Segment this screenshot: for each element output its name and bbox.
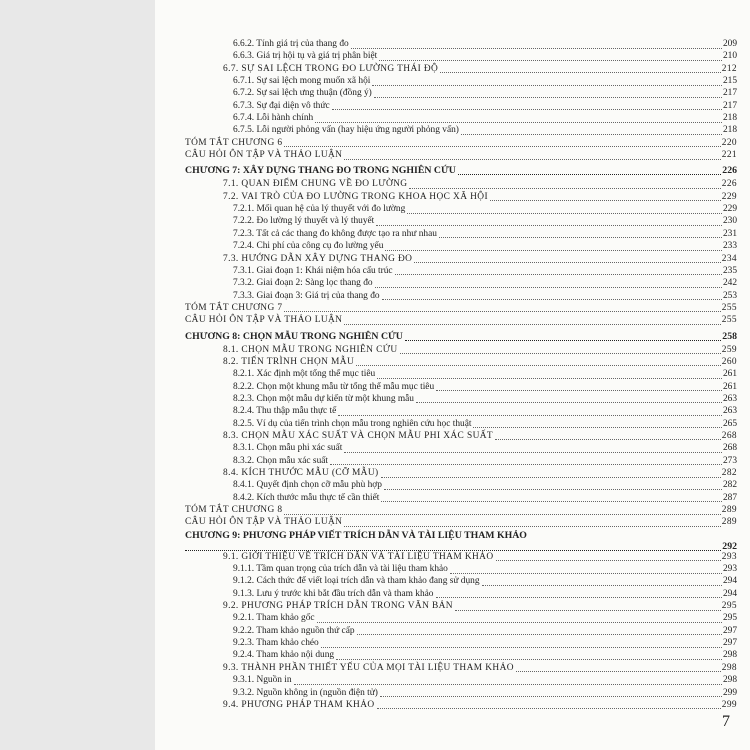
toc-entry-title: 7.2.2. Đo lường lý thuyết và lý thuyết: [233, 216, 375, 227]
toc-entry-title: 7.3.3. Giai đoạn 3: Giá trị của thang đo: [233, 290, 380, 301]
toc-page-number: 265: [722, 418, 737, 429]
toc-page-number: 298: [722, 650, 737, 661]
toc-page-number: 229: [722, 204, 737, 215]
dot-leader: [407, 213, 722, 214]
toc-page-number: 209: [722, 39, 737, 49]
toc-row: [185, 203, 737, 215]
toc-entry-title: 9.2.4. Tham khảo nội dung: [233, 650, 335, 661]
toc-page-number: 289: [721, 505, 737, 516]
toc-page-number: 298: [721, 662, 737, 673]
toc-row: [185, 381, 737, 393]
toc-entry-title: TÓM TẮT CHƯƠNG 8: [185, 505, 283, 516]
toc-row: [185, 356, 737, 368]
toc-entry-title: 8.4.1. Quyết định chọn cỡ mẫu phù hợp: [233, 480, 382, 491]
toc-entry-title: 8.3. CHỌN MẪU XÁC SUẤT VÀ CHỌN MẪU PHI XÁC SUẤT: [223, 430, 494, 441]
toc-entry-title: 9.3. THÀNH PHẦN THIẾT YẾU CỦA MỌI TÀI LIỆU THAM KHẢO: [223, 662, 514, 673]
toc-page-number: 226: [722, 165, 737, 177]
toc-page-number: 294: [722, 588, 737, 599]
toc-row: [185, 178, 737, 190]
dot-leader: [400, 353, 721, 354]
toc-row: [185, 674, 737, 686]
dot-leader: [450, 573, 722, 574]
toc-entry-title: 9.1. GIỚI THIỆU VỀ TRÍCH DẪN VÀ TÀI LIỆU THAM KHẢO: [223, 551, 494, 562]
toc-page-number: 299: [722, 687, 737, 698]
toc-page-number: 273: [722, 455, 737, 466]
dot-leader: [357, 634, 722, 635]
toc-chapter-row: [185, 164, 737, 178]
toc-entry-title: 7.2.1. Mối quan hệ của lý thuyết với đo lường: [233, 204, 406, 215]
toc-entry-title: 8.2.3. Chọn một mẫu dự kiến từ một khung mẫu: [233, 393, 414, 404]
dot-leader: [381, 501, 722, 502]
dot-leader: [385, 250, 722, 251]
toc-page-number: 234: [721, 253, 737, 264]
toc-page-number: 258: [722, 330, 737, 342]
toc-entry-title: 6.7.2. Sự sai lệch ưng thuận (đồng ý): [233, 88, 372, 99]
toc-row: [185, 637, 737, 649]
page-number: 7: [722, 713, 730, 730]
toc-page-number: 230: [722, 216, 737, 227]
toc-entry-title: 7.2.4. Chi phí của công cụ đo lường yếu: [233, 241, 384, 252]
dot-leader: [284, 311, 721, 312]
dot-leader: [482, 585, 722, 586]
dot-leader: [516, 671, 721, 672]
toc-row: [185, 63, 737, 75]
toc-entry-title: 9.2.3. Tham khảo chéo: [233, 638, 319, 649]
toc-page-number: 297: [722, 625, 737, 636]
toc-row: [185, 430, 737, 442]
dot-leader: [315, 122, 722, 123]
toc-row: [185, 100, 737, 112]
dot-leader: [384, 489, 722, 490]
toc-page-number: 292: [722, 540, 737, 552]
toc-entry-title: CÂU HỎI ÔN TẬP VÀ THẢO LUẬN: [185, 315, 343, 326]
dot-leader: [395, 274, 722, 275]
dot-leader: [351, 48, 722, 49]
toc-row: [185, 277, 737, 289]
toc-row: [185, 265, 737, 277]
toc-page-number: 217: [722, 88, 737, 99]
toc-row: [185, 563, 737, 575]
toc-entry-title: 8.3.2. Chọn mẫu xác suất: [233, 455, 329, 466]
dot-leader: [377, 708, 721, 709]
toc-entry-title: 8.4. KÍCH THƯỚC MẪU (CỠ MẪU): [223, 468, 379, 478]
toc-row: [185, 588, 737, 600]
toc-entry-title: 7.1. QUAN ĐIỂM CHUNG VỀ ĐO LƯỜNG: [223, 179, 408, 190]
dot-leader: [409, 188, 721, 189]
toc-row: [185, 418, 737, 430]
dot-leader: [490, 200, 721, 201]
toc-row: [185, 687, 737, 699]
toc-row: [185, 625, 737, 637]
toc-entry-title: 7.2. VAI TRÒ CỦA ĐO LƯỜNG TRONG KHOA HỌC XÃ HỘI: [223, 191, 488, 202]
toc-entry-title: 7.3.1. Giai đoạn 1: Khái niệm hóa cấu trúc: [233, 265, 393, 276]
toc-page-number: 215: [722, 76, 737, 87]
dot-leader: [381, 477, 721, 478]
dot-leader: [356, 365, 721, 366]
toc-page-number: 217: [722, 100, 737, 111]
toc-entry-title: 8.4.2. Kích thước mẫu thực tế cần thiết: [233, 492, 380, 503]
toc-page-number: 226: [721, 179, 737, 190]
toc-page-number: 293: [722, 564, 737, 575]
dot-leader: [332, 109, 722, 110]
toc-entry-title: 8.1. CHỌN MẪU TRONG NGHIÊN CỨU: [223, 344, 398, 355]
dot-leader: [436, 597, 722, 598]
toc-row: [185, 612, 737, 624]
toc-row: [185, 137, 737, 149]
toc-row: [185, 240, 737, 252]
toc-page-number: 261: [722, 381, 737, 392]
toc-entry-title: 6.7.3. Sự đại diện vô thức: [233, 100, 330, 111]
dot-leader: [321, 647, 722, 648]
toc-page-number: 220: [721, 137, 737, 148]
toc-row: [185, 479, 737, 491]
toc-row: [185, 699, 737, 711]
toc-row: [185, 314, 737, 326]
toc-entry-title: 9.1.3. Lưu ý trước khi bắt đầu trích dẫn và tham khảo: [233, 588, 434, 599]
toc-page-number: 235: [722, 265, 737, 276]
toc-entry-title: TÓM TẮT CHƯƠNG 6: [185, 137, 283, 148]
dot-leader: [344, 452, 722, 453]
toc-entry-title: CHƯƠNG 9: PHƯƠNG PHÁP VIẾT TRÍCH DẪN VÀ TÀI LIỆU THAM KHẢO: [185, 529, 527, 541]
toc-row: [185, 302, 737, 314]
toc-page-number: 293: [721, 551, 737, 562]
toc-entry-title: 9.1.1. Tầm quan trọng của trích dẫn và tài liệu tham khảo: [233, 564, 448, 575]
toc-entry-title: CÂU HỎI ÔN TẬP VÀ THẢO LUẬN: [185, 517, 343, 528]
toc-chapter-row: [185, 330, 737, 344]
toc-row: [185, 290, 737, 302]
toc-row: [185, 516, 737, 528]
dot-leader: [284, 514, 721, 515]
table-of-contents: [185, 38, 737, 711]
toc-row: [185, 112, 737, 124]
dot-leader: [375, 287, 722, 288]
toc-page-number: 297: [722, 638, 737, 649]
toc-row: [185, 492, 737, 504]
toc-row: [185, 368, 737, 380]
dot-leader: [338, 415, 722, 416]
toc-row: [185, 455, 737, 467]
toc-entry-title: 6.6.2. Tính giá trị của thang đo: [233, 39, 349, 49]
dot-leader: [414, 262, 721, 263]
toc-entry-title: 9.4. PHƯƠNG PHÁP THAM KHẢO: [223, 699, 375, 710]
toc-page-number: 263: [722, 393, 737, 404]
toc-page-number: 255: [721, 302, 737, 313]
toc-page-number: 263: [722, 406, 737, 417]
toc-entry-title: 6.7.4. Lỗi hành chính: [233, 113, 314, 124]
toc-page-number: 289: [721, 517, 737, 528]
dot-leader: [377, 378, 722, 379]
dot-leader: [380, 696, 722, 697]
toc-page-number: 218: [722, 125, 737, 136]
toc-entry-title: 9.3.1. Nguồn in: [233, 675, 292, 686]
toc-entry-title: 6.7.5. Lỗi người phỏng vấn (hay hiệu ứng người phỏng vấn): [233, 125, 459, 136]
toc-page-number: 259: [721, 344, 737, 355]
toc-row: [185, 575, 737, 587]
toc-row: [185, 253, 737, 265]
toc-entry-title: CHƯƠNG 8: CHỌN MẪU TRONG NGHIÊN CỨU: [185, 330, 403, 342]
toc-entry-title: 9.2. PHƯƠNG PHÁP TRÍCH DẪN TRONG VĂN BẢN: [223, 601, 453, 612]
toc-page-number: 294: [722, 576, 737, 587]
toc-entry-title: TÓM TẮT CHƯƠNG 7: [185, 302, 283, 313]
dot-leader: [440, 72, 721, 73]
toc-row: [185, 149, 737, 161]
toc-row: [185, 75, 737, 87]
toc-row: [185, 662, 737, 674]
dot-leader: [382, 299, 722, 300]
toc-entry-title: 9.2.1. Tham khảo gốc: [233, 613, 315, 624]
toc-page-number: 287: [722, 492, 737, 503]
toc-page-number: 298: [722, 675, 737, 686]
toc-row: [185, 442, 737, 454]
toc-page-number: 268: [721, 430, 737, 441]
toc-page-number: 295: [722, 613, 737, 624]
dot-leader: [439, 237, 722, 238]
dot-leader: [496, 560, 721, 561]
toc-entry-title: 8.2.5. Ví dụ của tiến trình chọn mẫu trong nghiên cứu học thuật: [233, 418, 472, 429]
toc-row: [185, 124, 737, 136]
toc-page-number: 282: [721, 468, 737, 478]
dot-leader: [458, 174, 721, 175]
toc-page-number: 233: [722, 241, 737, 252]
toc-row: [185, 38, 737, 50]
toc-entry-title: 8.2.2. Chọn một khung mẫu từ tổng thể mẫu mục tiêu: [233, 381, 435, 392]
toc-page-number: 260: [721, 356, 737, 367]
dot-leader: [294, 684, 722, 685]
toc-entry-title: 8.2.4. Thu thập mẫu thực tế: [233, 406, 337, 417]
toc-row: [185, 191, 737, 203]
toc-page-number: 295: [721, 601, 737, 612]
dot-leader: [461, 134, 722, 135]
dot-leader: [405, 340, 721, 341]
toc-row: [185, 215, 737, 227]
toc-row: [185, 393, 737, 405]
toc-row: [185, 467, 737, 479]
toc-entry-title: 7.2.3. Tất cả các thang đo không được tạo ra như nhau: [233, 228, 437, 239]
toc-row: [185, 649, 737, 661]
toc-row: [185, 551, 737, 563]
toc-page-number: 218: [722, 113, 737, 124]
toc-page-number: 212: [721, 63, 737, 74]
dot-leader: [284, 146, 721, 147]
toc-entry-title: 9.3.2. Nguồn không in (nguồn điện tử): [233, 687, 378, 698]
toc-entry-title: 6.7. SỰ SAI LỆCH TRONG ĐO LƯỜNG THÁI ĐỘ: [223, 63, 439, 74]
dot-leader: [376, 225, 722, 226]
toc-entry-title: 7.3.2. Giai đoạn 2: Sàng lọc thang đo: [233, 278, 373, 289]
dot-leader: [416, 402, 722, 403]
dot-leader: [344, 526, 721, 527]
dot-leader: [372, 85, 722, 86]
dot-leader: [374, 97, 722, 98]
toc-page-number: 253: [722, 290, 737, 301]
dot-leader: [436, 390, 722, 391]
toc-row: [185, 50, 737, 62]
dot-leader: [495, 439, 721, 440]
toc-page-number: 231: [722, 228, 737, 239]
toc-page-number: 282: [722, 480, 737, 491]
dot-leader: [344, 324, 721, 325]
toc-row: [185, 228, 737, 240]
toc-page-number: 229: [721, 191, 737, 202]
toc-row: [185, 504, 737, 516]
toc-entry-title: CHƯƠNG 7: XÂY DỰNG THANG ĐO TRONG NGHIÊN CỨU: [185, 165, 456, 177]
toc-page-number: 221: [721, 150, 737, 161]
toc-page-number: 268: [722, 443, 737, 454]
dot-leader: [473, 427, 722, 428]
toc-entry-title: 7.3. HƯỚNG DẪN XÂY DỰNG THANG ĐO: [223, 253, 413, 264]
toc-row: [185, 600, 737, 612]
toc-row: [185, 87, 737, 99]
toc-row: [185, 405, 737, 417]
toc-page-number: 210: [722, 51, 737, 62]
toc-entry-title: 9.1.2. Cách thức để viết loại trích dẫn và tham khảo đang sử dụng: [233, 576, 480, 587]
toc-page-number: 242: [722, 278, 737, 289]
toc-entry-title: 6.6.3. Giá trị hội tụ và giá trị phân biệt: [233, 51, 378, 62]
dot-leader: [379, 60, 722, 61]
toc-chapter-row: [185, 529, 737, 551]
book-page: [155, 0, 750, 750]
toc-entry-title: CÂU HỎI ÔN TẬP VÀ THẢO LUẬN: [185, 150, 343, 161]
dot-leader: [317, 622, 722, 623]
toc-page-number: 299: [721, 699, 737, 710]
toc-row: [185, 344, 737, 356]
toc-entry-title: 9.2.2. Tham khảo nguồn thứ cấp: [233, 625, 355, 636]
dot-leader: [330, 464, 722, 465]
toc-entry-title: 6.7.1. Sự sai lệch mong muốn xã hội: [233, 76, 371, 87]
toc-page-number: 255: [721, 315, 737, 326]
dot-leader: [336, 659, 722, 660]
dot-leader: [455, 610, 721, 611]
toc-entry-title: 8.3.1. Chọn mẫu phi xác suất: [233, 443, 343, 454]
toc-entry-title: 8.2. TIẾN TRÌNH CHỌN MẪU: [223, 356, 355, 367]
dot-leader: [344, 159, 721, 160]
toc-entry-title: 8.2.1. Xác định một tổng thể mục tiêu: [233, 369, 376, 380]
toc-page-number: 261: [722, 369, 737, 380]
